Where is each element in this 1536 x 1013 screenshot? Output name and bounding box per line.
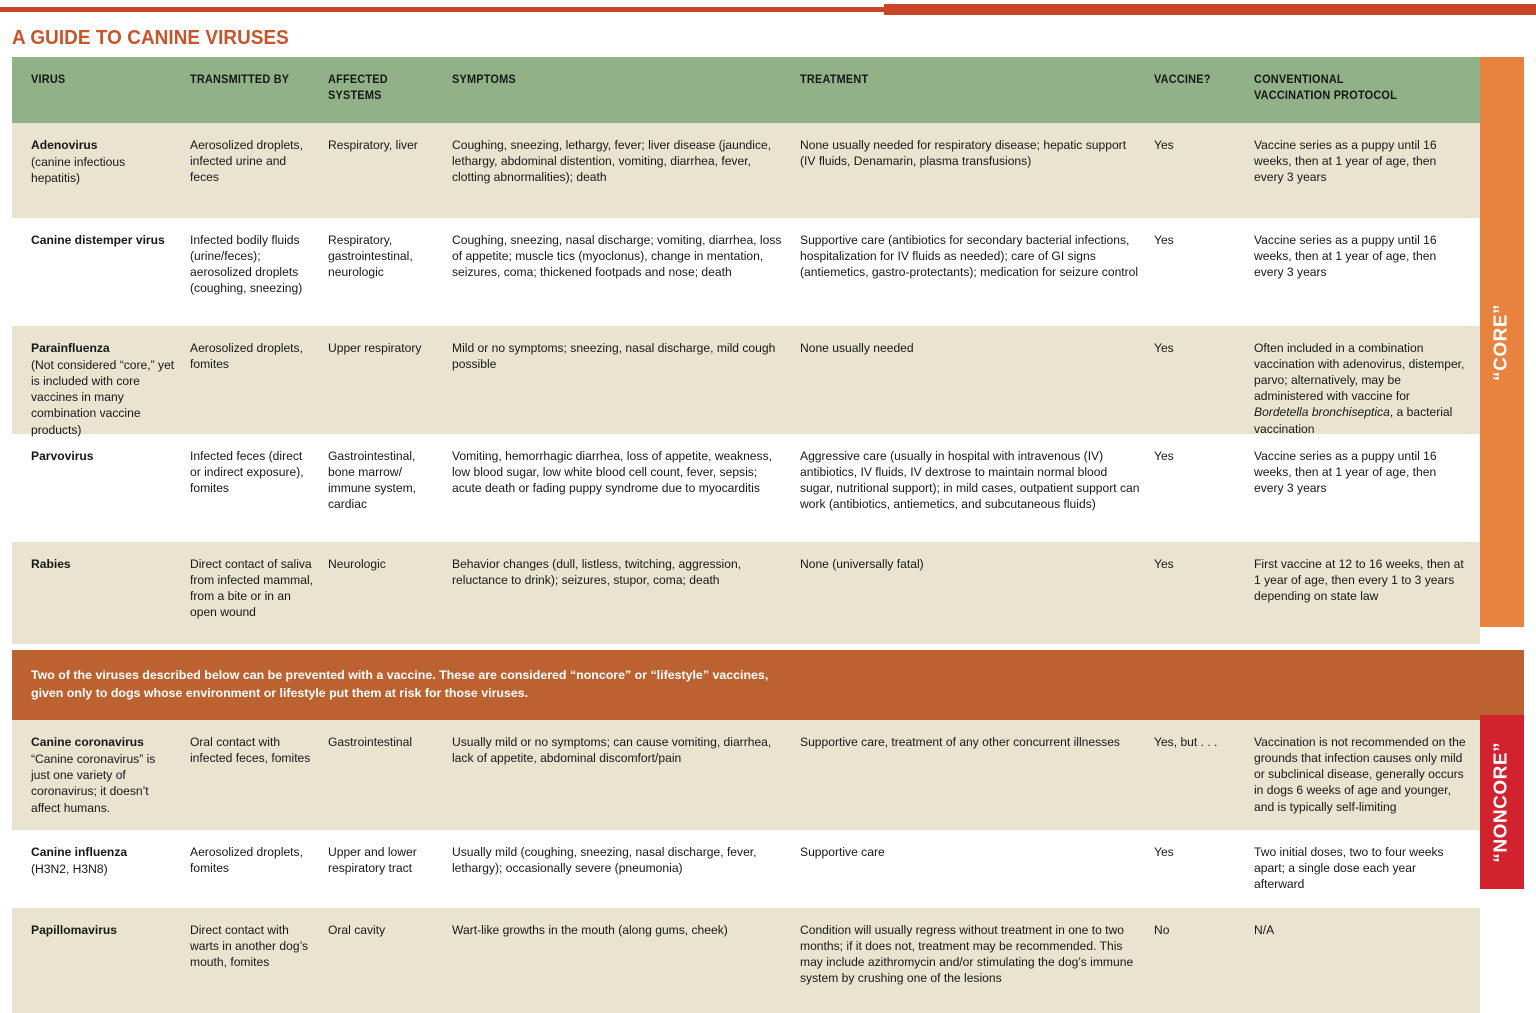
- cell-virus: [12, 434, 190, 542]
- cell-protocol: Vaccine series as a puppy until 16 weeks, then at 1 year of age, then every 3 years: [1254, 233, 1437, 280]
- cell-protocol: Two initial doses, two to four weeks apart; a single dose each year afterward: [1254, 845, 1444, 892]
- cell-treatment: None usually needed: [800, 341, 914, 356]
- cell-treatment: None usually needed for respiratory disease; hepatic support (IV fluids, Denamarin, plasma transfusions): [800, 138, 1127, 169]
- cell-virus: [12, 720, 190, 830]
- cell-treatment: Condition will usually regress without treatment in one to two months; if it does not, treatment may be recommended. This may include azithromycin and/or stimulating the dog’s immune system by crushing one of the lesions: [800, 923, 1134, 986]
- cell-vaccine: Yes: [1154, 845, 1174, 860]
- cell-affected-systems: Respiratory, gastrointestinal, neurologic: [328, 233, 413, 280]
- virus-name: Canine distemper virus: [31, 233, 165, 248]
- table-row: [12, 218, 1480, 326]
- virus-name: Canine coronavirus: [31, 735, 144, 750]
- core-side-tab: [1480, 57, 1524, 627]
- cell-protocol: Often included in a combination vaccination with adenovirus, distemper, parvo; alternatively, may be administered with vaccine for Bordetella bronchiseptica, a bacterial vaccination: [1254, 341, 1465, 436]
- cell-treatment: Supportive care: [800, 845, 885, 860]
- cell-vaccine: Yes: [1154, 341, 1174, 356]
- virus-name: Parvovirus: [31, 449, 94, 464]
- table-header-row: [12, 57, 1480, 123]
- table-row: [12, 123, 1480, 218]
- cell-transmitted-by: Infected feces (direct or indirect exposure), fomites: [190, 449, 304, 496]
- protocol-italic-term: Bordetella bronchiseptica: [1254, 405, 1390, 420]
- column-header-vaccination-protocol: CONVENTIONAL VACCINATION PROTOCOL: [1254, 57, 1480, 123]
- cell-vaccine: Yes: [1154, 449, 1174, 464]
- cell-transmitted-by: Aerosolized droplets, infected urine and feces: [190, 138, 303, 185]
- cell-symptoms: Usually mild or no symptoms; can cause vomiting, diarrhea, lack of appetite, abdominal discomfort/pain: [452, 735, 772, 766]
- cell-symptoms: Wart-like growths in the mouth (along gums, cheek): [452, 923, 728, 938]
- cell-virus: [12, 123, 190, 218]
- virus-subtitle: “Canine coronavirus” is just one variety of coronavirus; it doesn’t affect humans.: [31, 752, 156, 815]
- cell-symptoms: Behavior changes (dull, listless, twitching, aggression, reluctance to drink); seizures, stupor, coma; death: [452, 557, 742, 588]
- cell-protocol: Vaccination is not recommended on the grounds that infection causes only mild or subclinical disease, generally occurs in dogs 6 weeks of age and younger, and is typically self-limiting: [1254, 735, 1466, 814]
- cell-symptoms: Usually mild (coughing, sneezing, nasal discharge, fever, lethargy); occasionally severe (pneumonia): [452, 845, 757, 876]
- cell-vaccine: Yes, but . . .: [1154, 735, 1218, 750]
- cell-symptoms: Vomiting, hemorrhagic diarrhea, loss of appetite, weakness, low blood sugar, low white blood cell count, fever, sepsis; acute death or fading puppy syndrome due to myocarditis: [452, 449, 772, 496]
- cell-affected-systems: Respiratory, liver: [328, 138, 418, 153]
- table-row: [12, 908, 1480, 1013]
- column-header-treatment: TREATMENT: [800, 57, 1154, 123]
- cell-treatment: None (universally fatal): [800, 557, 924, 572]
- core-virus-table: [12, 57, 1524, 644]
- cell-transmitted-by: Oral contact with infected feces, fomites: [190, 735, 311, 766]
- top-rule: [0, 0, 1536, 22]
- column-header-transmitted-by: TRANSMITTED BY: [190, 57, 328, 123]
- virus-name: Rabies: [31, 557, 71, 572]
- cell-treatment: Supportive care (antibiotics for secondary bacterial infections, hospitalization for IV fluids as needed); care of GI signs (antiemetics, gastro-protectants); medication for seizure control: [800, 233, 1139, 280]
- cell-vaccine: Yes: [1154, 557, 1174, 572]
- core-side-tab-label: “CORE”: [1491, 303, 1512, 381]
- column-header-vaccine: VACCINE?: [1154, 57, 1254, 123]
- cell-affected-systems: Upper and lower respiratory tract: [328, 845, 417, 876]
- noncore-banner-line2: given only to dogs whose environment or lifestyle put them at risk for those viruses.: [31, 685, 529, 700]
- cell-transmitted-by: Direct contact with warts in another dog’s mouth, fomites: [190, 923, 309, 970]
- cell-treatment: Aggressive care (usually in hospital with intravenous (IV) antibiotics, IV fluids, IV dextrose to maintain normal blood sugar, nutritional support); in mild cases, outpatient support can work (antibiotics, antiemetics, and subcutaneous fluids): [800, 449, 1140, 512]
- virus-subtitle: (H3N2, H3N8): [31, 862, 108, 877]
- cell-transmitted-by: Infected bodily fluids (urine/feces); aerosolized droplets (coughing, sneezing): [190, 233, 303, 296]
- virus-name: Papillomavirus: [31, 923, 118, 938]
- cell-virus: [12, 542, 190, 644]
- cell-affected-systems: Neurologic: [328, 557, 386, 572]
- column-header-virus: VIRUS: [12, 57, 190, 123]
- column-header-symptoms: SYMPTOMS: [452, 57, 800, 123]
- noncore-banner: [12, 650, 1524, 720]
- cell-affected-systems: Oral cavity: [328, 923, 386, 938]
- cell-symptoms: Coughing, sneezing, nasal discharge; vomiting, diarrhea, loss of appetite; muscle tics (myoclonus), change in mentation, seizures, coma; thickened footpads and nose; death: [452, 233, 782, 280]
- cell-virus: [12, 830, 190, 908]
- noncore-virus-table: [12, 650, 1524, 1013]
- noncore-side-tab: [1480, 715, 1524, 889]
- cell-virus: [12, 908, 190, 1013]
- virus-subtitle: (canine infectious hepatitis): [31, 155, 126, 186]
- virus-name: Parainfluenza: [31, 341, 110, 356]
- top-rule-thick-segment: [884, 4, 1536, 15]
- virus-name: Adenovirus: [31, 138, 98, 153]
- table-row: [12, 326, 1480, 437]
- cell-symptoms: Coughing, sneezing, lethargy, fever; liver disease (jaundice, lethargy, abdominal distention, vomiting, diarrhea, fever, clotting abnormalities); death: [452, 138, 772, 185]
- cell-transmitted-by: Direct contact of saliva from infected mammal, from a bite or in an open wound: [190, 557, 313, 620]
- cell-virus: [12, 218, 190, 326]
- cell-protocol: Vaccine series as a puppy until 16 weeks, then at 1 year of age, then every 3 years: [1254, 449, 1437, 496]
- table-row: [12, 720, 1480, 830]
- cell-protocol: First vaccine at 12 to 16 weeks, then at 1 year of age, then every 1 to 3 years depending on state law: [1254, 557, 1464, 604]
- cell-symptoms: Mild or no symptoms; sneezing, nasal discharge, mild cough possible: [452, 341, 776, 372]
- cell-vaccine: No: [1154, 923, 1170, 938]
- cell-affected-systems: Upper respiratory: [328, 341, 422, 356]
- cell-treatment: Supportive care, treatment of any other concurrent illnesses: [800, 735, 1120, 750]
- noncore-banner-line1: Two of the viruses described below can be prevented with a vaccine. These are considered “noncore” or “lifestyle” vaccines,: [31, 668, 769, 682]
- virus-name: Canine influenza: [31, 845, 128, 860]
- cell-vaccine: Yes: [1154, 138, 1174, 153]
- cell-transmitted-by: Aerosolized droplets, fomites: [190, 845, 303, 876]
- column-header-affected-systems: AFFECTED SYSTEMS: [328, 57, 452, 123]
- cell-protocol: Vaccine series as a puppy until 16 weeks, then at 1 year of age, then every 3 years: [1254, 138, 1437, 185]
- virus-subtitle: (Not considered “core,” yet is included with core vaccines in many combination vaccine products): [31, 358, 175, 437]
- cell-transmitted-by: Aerosolized droplets, fomites: [190, 341, 303, 372]
- top-rule-thin-segment: [0, 7, 884, 12]
- cell-protocol: N/A: [1254, 923, 1275, 938]
- cell-affected-systems: Gastrointestinal, bone marrow/ immune system, cardiac: [328, 449, 417, 512]
- cell-vaccine: Yes: [1154, 233, 1174, 248]
- page-title: A GUIDE TO CANINE VIRUSES: [12, 26, 289, 49]
- table-row: [12, 434, 1480, 542]
- table-row: [12, 542, 1480, 644]
- noncore-side-tab-label: “NONCORE”: [1491, 741, 1512, 863]
- cell-affected-systems: Gastrointestinal: [328, 735, 413, 750]
- cell-virus: [12, 326, 190, 437]
- table-row: [12, 830, 1480, 908]
